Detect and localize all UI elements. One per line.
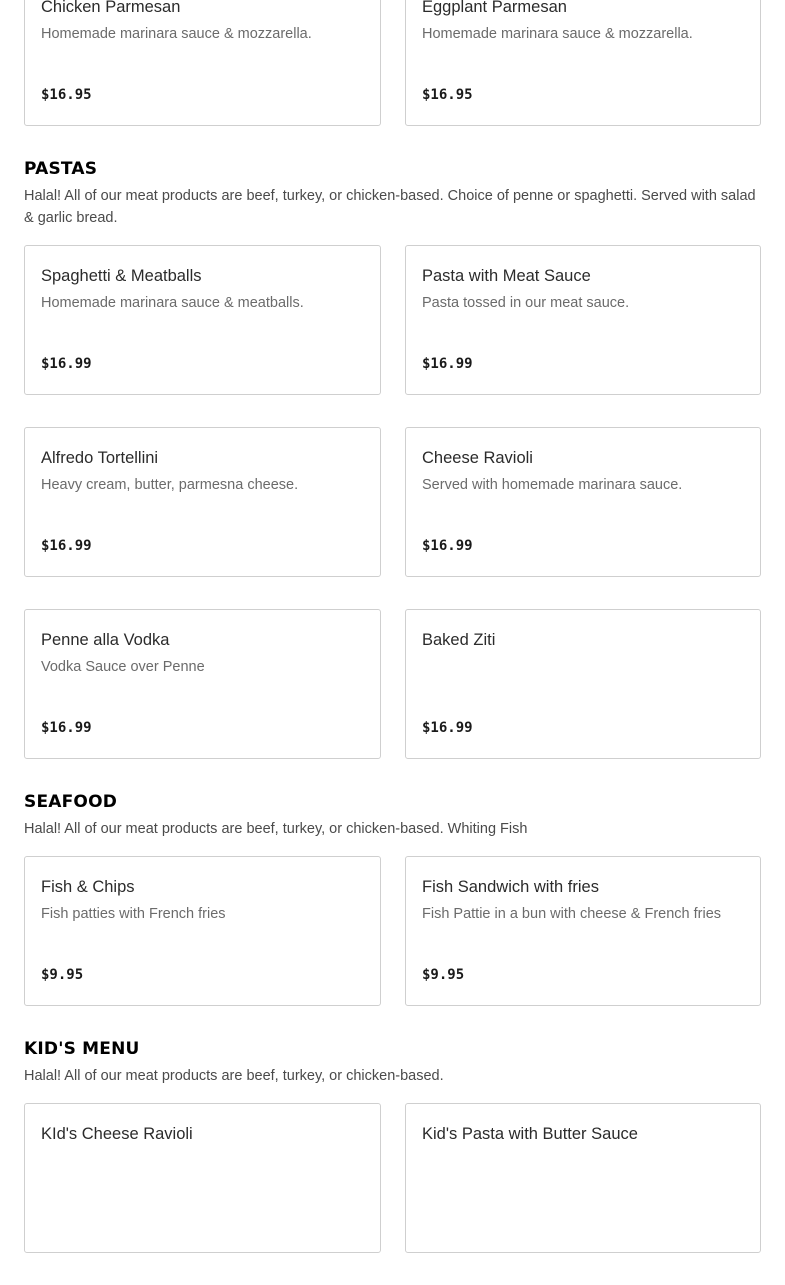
menu-item-price: $16.95 (41, 87, 92, 103)
menu-item-card[interactable] (24, 609, 381, 759)
menu-item-card[interactable] (24, 0, 381, 126)
section-description: Halal! All of our meat products are beef, turkey, or chicken-based. Choice of penne or spaghetti. Served with salad & garlic bread. (24, 188, 756, 226)
menu-item-name: KId's Cheese Ravioli (41, 1125, 193, 1143)
menu-item-name: Alfredo Tortellini (41, 449, 159, 467)
menu-item-grid (24, 245, 761, 759)
menu-item-description: Vodka Sauce over Penne (41, 659, 205, 675)
section-heading: SEAFOOD (24, 792, 118, 812)
menu-item-price: $16.99 (41, 356, 92, 372)
menu-item-card[interactable] (405, 427, 761, 577)
menu-item-price: $9.95 (41, 967, 84, 983)
menu-item-name: Pasta with Meat Sauce (422, 267, 591, 285)
menu-item-price: $9.95 (422, 967, 465, 983)
menu-item-card[interactable] (405, 856, 761, 1006)
menu-item-description: Fish Pattie in a bun with cheese & French fries (422, 906, 722, 922)
menu-item-card[interactable] (405, 1103, 761, 1253)
menu-item-description: Heavy cream, butter, parmesna cheese. (41, 477, 299, 493)
menu-item-name: Fish Sandwich with fries (422, 878, 599, 896)
menu-item-name: Chicken Parmesan (41, 0, 181, 16)
menu-item-grid (24, 856, 761, 1006)
menu-item-price: $16.99 (422, 720, 473, 736)
menu-item-name: Penne alla Vodka (41, 631, 170, 649)
section-heading: KID'S MENU (24, 1039, 140, 1059)
menu-item-card[interactable] (24, 856, 381, 1006)
menu-item-name: Kid's Pasta with Butter Sauce (422, 1125, 638, 1143)
menu-section-partial-top (24, 0, 761, 126)
section-description: Halal! All of our meat products are beef, turkey, or chicken-based. Whiting Fish (24, 821, 528, 837)
menu-item-card[interactable] (24, 1103, 381, 1253)
section-description: Halal! All of our meat products are beef, turkey, or chicken-based. (24, 1068, 444, 1084)
menu-item-grid (24, 1103, 761, 1253)
menu-item-grid (24, 0, 761, 126)
menu-list (24, 0, 761, 1285)
menu-item-name: Baked Ziti (422, 631, 496, 649)
menu-item-description: Fish patties with French fries (41, 906, 226, 922)
menu-item-name: Fish & Chips (41, 878, 135, 896)
menu-item-card[interactable] (24, 245, 381, 395)
menu-item-description: Homemade marinara sauce & mozzarella. (422, 26, 693, 42)
menu-item-name: Cheese Ravioli (422, 449, 533, 467)
menu-item-price: $16.99 (422, 538, 473, 554)
menu-item-price: $16.95 (422, 87, 473, 103)
menu-item-card[interactable] (24, 427, 381, 577)
menu-item-card[interactable] (405, 609, 761, 759)
menu-section-kids-menu (24, 1038, 761, 1253)
menu-item-description: Homemade marinara sauce & meatballs. (41, 295, 304, 311)
menu-item-description: Served with homemade marinara sauce. (422, 477, 683, 493)
menu-item-card[interactable] (405, 0, 761, 126)
menu-item-description: Pasta tossed in our meat sauce. (422, 295, 630, 311)
menu-item-name: Spaghetti & Meatballs (41, 267, 202, 285)
menu-item-description: Homemade marinara sauce & mozzarella. (41, 26, 312, 42)
menu-item-price: $16.99 (422, 356, 473, 372)
menu-item-price: $16.99 (41, 538, 92, 554)
menu-item-price: $16.99 (41, 720, 92, 736)
menu-section-pastas (24, 158, 761, 759)
section-heading: PASTAS (24, 159, 98, 179)
menu-item-name: Eggplant Parmesan (422, 0, 567, 16)
menu-item-card[interactable] (405, 245, 761, 395)
menu-section-seafood (24, 791, 761, 1006)
